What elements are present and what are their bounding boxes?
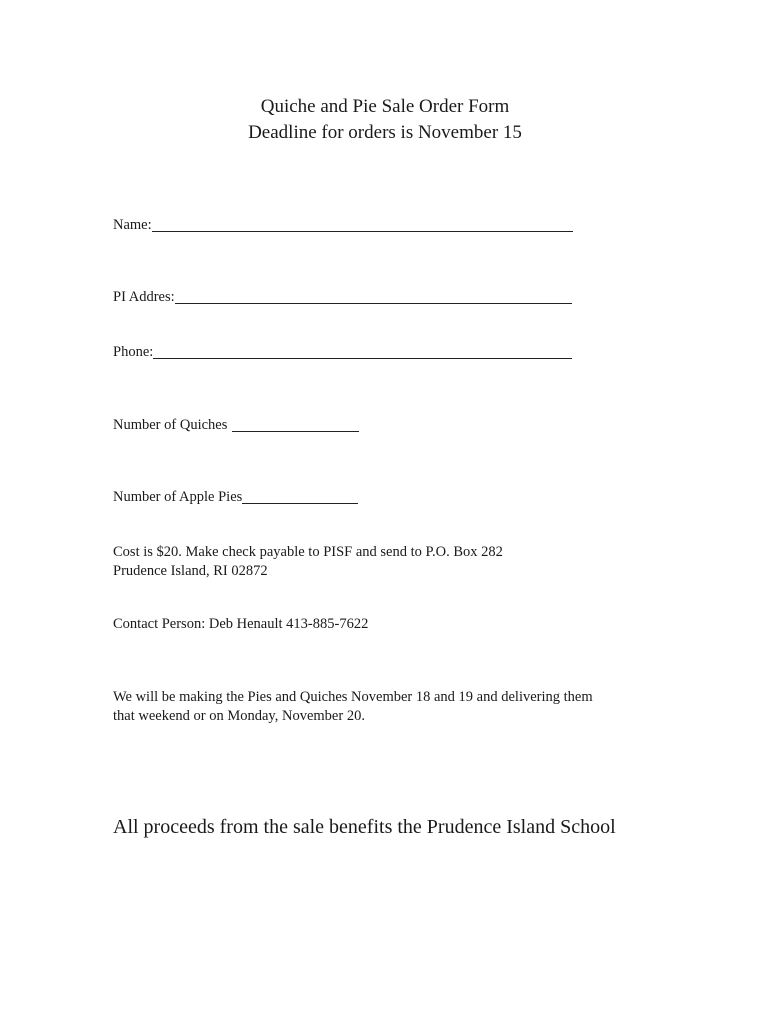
quiches-row	[113, 416, 359, 434]
phone-field[interactable]	[153, 343, 572, 359]
schedule-line-2: that weekend or on Monday, November 20.	[113, 708, 365, 724]
apple-pies-label: Number of Apple Pies	[113, 489, 243, 505]
proceeds-statement: All proceeds from the sale benefits the Prudence Island School	[113, 816, 616, 838]
cost-paragraph	[113, 543, 503, 581]
contact-person-line: Contact Person: Deb Henault 413-885-7622	[113, 616, 369, 632]
address-field[interactable]	[175, 288, 572, 304]
phone-row	[113, 343, 572, 361]
address-row	[113, 288, 572, 306]
schedule-paragraph	[113, 688, 593, 726]
schedule-line-1: We will be making the Pies and Quiches November 18 and 19 and delivering them	[113, 689, 593, 705]
name-label: Name:	[113, 217, 152, 233]
apple-pies-quantity-field[interactable]	[242, 488, 358, 504]
form-title: Quiche and Pie Sale Order Form	[260, 96, 510, 117]
cost-line: Cost is $20. Make check payable to PISF and send to P.O. Box 282	[113, 544, 503, 560]
mailing-address-line: Prudence Island, RI 02872	[113, 563, 268, 579]
contact-paragraph	[113, 615, 368, 634]
form-deadline: Deadline for orders is November 15	[248, 122, 522, 143]
phone-label: Phone:	[113, 344, 154, 360]
quiches-label: Number of Quiches	[113, 417, 228, 433]
name-row	[113, 216, 573, 234]
form-header	[0, 94, 770, 146]
apple-pies-row	[113, 488, 358, 506]
name-field[interactable]	[152, 216, 573, 232]
quiches-quantity-field[interactable]	[232, 416, 359, 432]
address-label: PI Addres:	[113, 289, 175, 305]
